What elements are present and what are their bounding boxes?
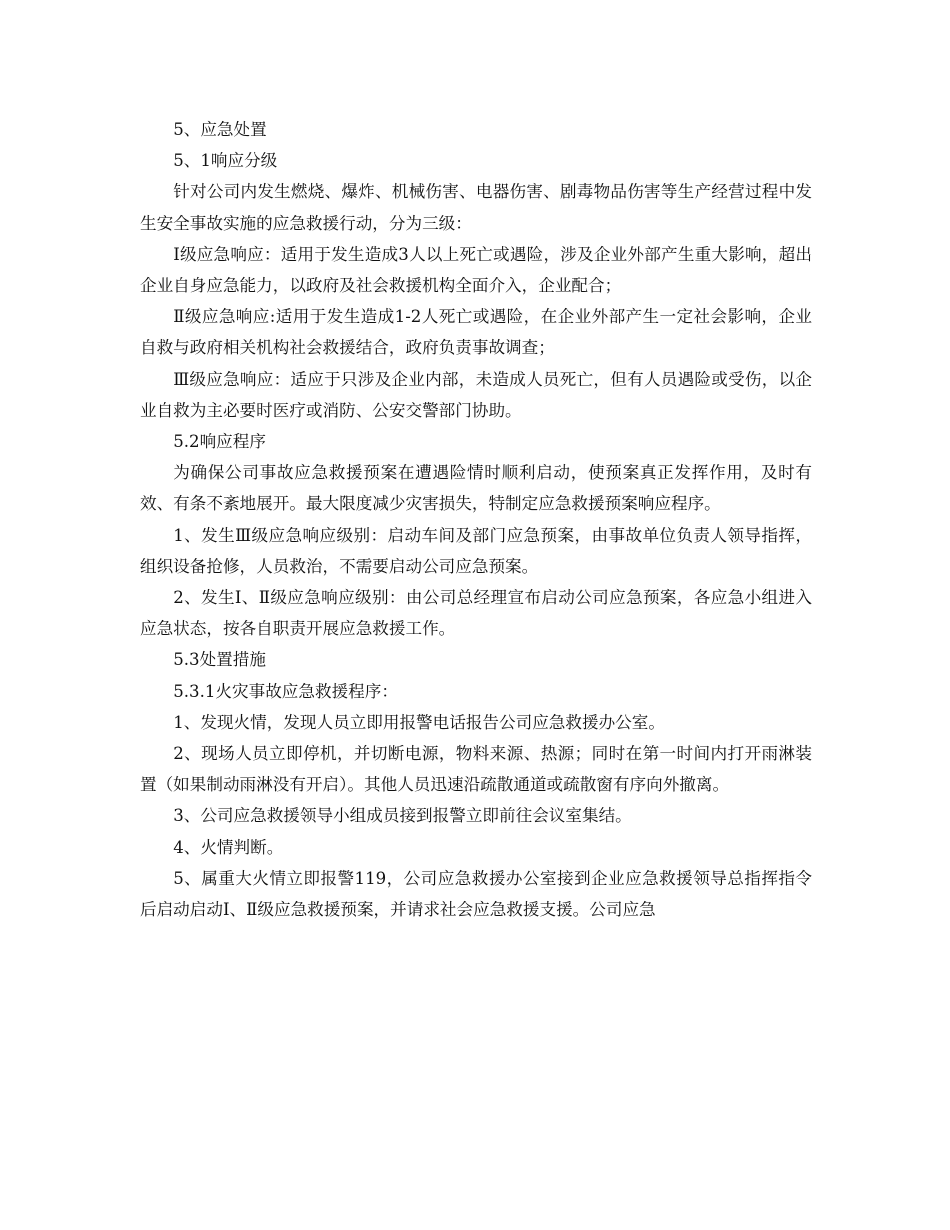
section-heading-emergency-handling: 5、应急处置 [173, 120, 267, 139]
paragraph-level-3-response: Ⅲ级应急响应：适应于只涉及企业内部，未造成人员死亡，但有人员遇险或受伤，以企业自救为主必要时医疗或消防、公安交警部门协助。 [140, 369, 812, 420]
subsection-heading-response-procedure: 5.2响应程序 [173, 432, 266, 452]
paragraph-procedure-item-1: 1、发生Ⅲ级应急响应级别：启动车间及部门应急预案，由事故单位负责人领导指挥，组织设备抢修，人员救治，不需要启动公司应急预案。 [140, 525, 812, 576]
subsection-heading-response-levels: 5、1响应分级 [173, 151, 278, 171]
paragraph-procedure-item-2: 2、发生Ⅰ、Ⅱ级应急响应级别：由公司总经理宣布启动公司应急预案，各应急小组进入应急状态，按各自职责开展应急救援工作。 [140, 588, 812, 639]
paragraph-fire-step-5: 5、属重大火情立即报警119，公司应急救援办公室接到企业应急救援领导总指挥指令后启动启动Ⅰ、Ⅱ级应急救援预案，并请求社会应急救援支援。公司应急 [140, 868, 812, 920]
paragraph-fire-step-3: 3、公司应急救援领导小组成员接到报警立即前往会议室集结。 [173, 806, 632, 826]
paragraph-level-1-response: Ⅰ级应急响应：适用于发生造成3人以上死亡或遇险，涉及企业外部产生重大影响，超出企业自身应急能力，以政府及社会救援机构全面介入，企业配合； [140, 244, 812, 296]
paragraph-fire-step-1: 1、发现火情，发现人员立即用报警电话报告公司应急救援办公室。 [173, 712, 665, 732]
paragraph-fire-step-4: 4、火情判断。 [173, 837, 284, 857]
subsection-heading-fire-procedure: 5.3.1火灾事故应急救援程序： [173, 681, 398, 701]
paragraph-response-levels-intro: 针对公司内发生燃烧、爆炸、机械伤害、电器伤害、剧毒物品伤害等生产经营过程中发生安全事故实施的应急救援行动，分为三级： [140, 182, 812, 233]
paragraph-fire-step-2: 2、现场人员立即停机，并切断电源，物料来源、热源；同时在第一时间内打开雨淋装置（如果制动雨淋没有开启）。其他人员迅速沿疏散通道或疏散窗有序向外撤离。 [140, 744, 812, 795]
paragraph-level-2-response: Ⅱ级应急响应:适用于发生造成1-2人死亡或遇险，在企业外部产生一定社会影响，企业自救与政府相关机构社会救援结合，政府负责事故调查； [140, 307, 812, 358]
document-body [140, 114, 812, 925]
subsection-heading-handling-measures: 5.3处置措施 [173, 650, 266, 670]
paragraph-response-procedure-intro: 为确保公司事故应急救援预案在遭遇险情时顺利启动，使预案真正发挥作用，及时有效、有条不紊地展开。最大限度减少灾害损失，特制定应急救援预案响应程序。 [140, 463, 812, 514]
